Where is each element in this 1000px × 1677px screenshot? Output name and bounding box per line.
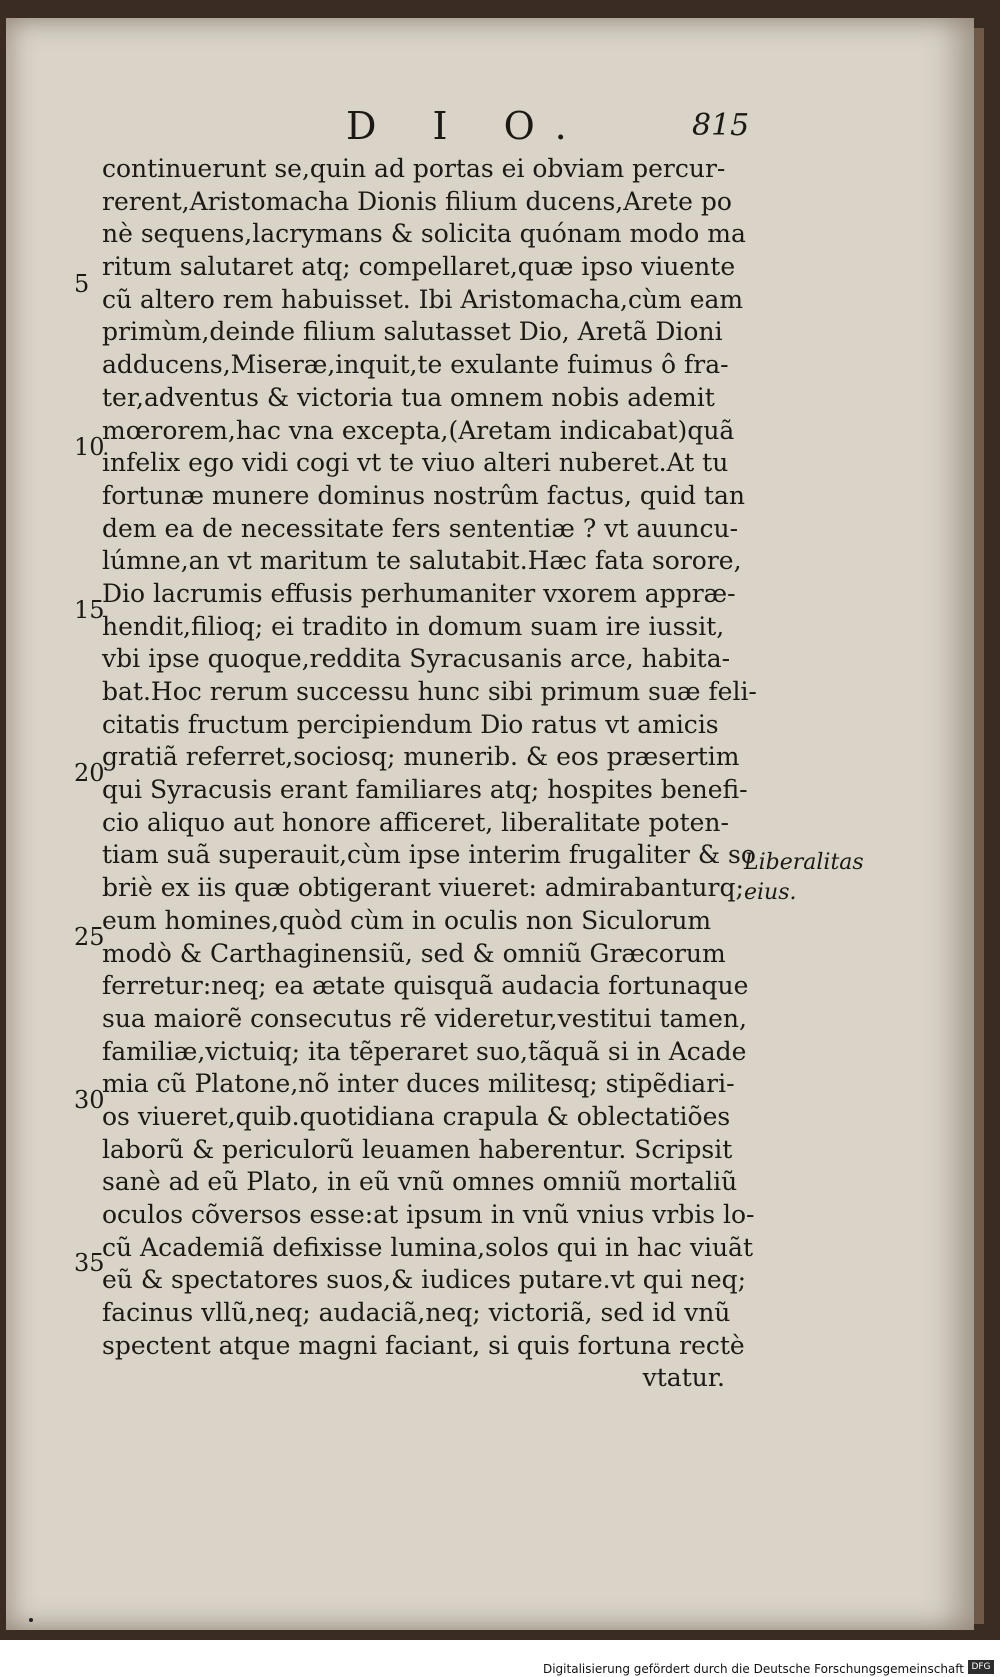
footer	[0, 1640, 1000, 1677]
text-line: hendit,filioq; ei tradito in domum suam ire iussit,	[102, 611, 725, 641]
text-line: lúmne,an vt maritum te salutabit.Hæc fata sorore,	[102, 546, 742, 576]
text-line: briè ex iis quæ obtigerant viueret: admirabanturq;	[102, 873, 744, 903]
text-line: fortunæ munere dominus nostrûm factus, quid tan	[102, 480, 745, 510]
line-number: 10	[74, 433, 105, 461]
text-line: mœrorem,hac vna excepta,(Aretam indicabat)quã	[102, 415, 735, 445]
line-number: 5	[74, 270, 90, 298]
text-line: modò & Carthaginensiũ, sed & omniũ Græcorum	[102, 938, 726, 968]
text-line: eũ & spectatores suos,& iudices putare.vt qui neq;	[102, 1265, 747, 1295]
line-number: 30	[74, 1086, 105, 1114]
line-number: 15	[74, 596, 105, 624]
text-line: vbi ipse quoque,reddita Syracusanis arce, habita-	[102, 644, 731, 674]
text-line: facinus vllũ,neq; audaciã,neq; victoriã, sed id vnũ	[102, 1298, 731, 1328]
text-line: eum homines,quòd cùm in oculis non Siculorum	[102, 905, 712, 935]
margin-note-line: eius.	[744, 880, 797, 905]
text-line: ritum salutaret atq; compellaret,quæ ipso viuente	[102, 252, 736, 282]
text-line: infelix ego vidi cogi vt te viuo alteri nuberet.At tu	[102, 448, 729, 478]
text-line: tiam suã superauit,cùm ipse interim frugaliter & so	[102, 840, 756, 870]
line-number: 25	[74, 923, 105, 951]
catchword-line: vtatur.	[642, 1363, 725, 1393]
ink-speck	[29, 1618, 33, 1622]
text-line: primùm,deinde filium salutasset Dio, Aretã Dioni	[102, 317, 723, 347]
line-number: 20	[74, 759, 105, 787]
body-text	[102, 153, 757, 1395]
running-head: D I O.	[346, 104, 589, 148]
dfg-logo: DFG	[968, 1660, 994, 1674]
text-line: cio aliquo aut honore afficeret, liberalitate poten-	[102, 807, 729, 837]
text-line: rerent,Aristomacha Dionis filium ducens,Arete po	[102, 186, 732, 216]
book-page	[6, 18, 974, 1630]
text-line: bat.Hoc rerum successu hunc sibi primum suæ feli-	[102, 677, 757, 706]
line-number: 35	[74, 1249, 105, 1277]
text-line: ter,adventus & victoria tua omnem nobis ademit	[102, 382, 715, 412]
text-line: citatis fructum percipiendum Dio ratus vt amicis	[102, 709, 719, 739]
margin-note-line: Liberalitas	[744, 850, 864, 875]
text-line: familiæ,victuiq; ita tẽperaret suo,tãquã si in Acade	[102, 1036, 747, 1066]
text-line: adducens,Miseræ,inquit,te exulante fuimus ô fra-	[102, 350, 729, 380]
page-header	[6, 96, 974, 146]
text-line: laborũ & periculorũ leuamen haberentur. Scripsit	[102, 1134, 733, 1164]
text-line: sanè ad eũ Plato, in eũ vnũ omnes omniũ mortaliũ	[102, 1167, 738, 1197]
text-line: mia cũ Platone,nõ inter duces militesq; stipẽdiari-	[102, 1069, 735, 1099]
text-line: cũ Academiã defixisse lumina,solos qui in hac viuãt	[102, 1232, 754, 1262]
text-line: dem ea de necessitate fers sententiæ ? vt auuncu-	[102, 513, 739, 543]
text-line: Dio lacrumis effusis perhumaniter vxorem appræ-	[102, 578, 736, 608]
text-line: nè sequens,lacrymans & solicita quónam modo ma	[102, 219, 746, 249]
text-line: spectent atque magni faciant, si quis fortuna rectè	[102, 1330, 745, 1360]
text-line: qui Syracusis erant familiares atq; hospites benefi-	[102, 775, 748, 805]
text-line: cũ altero rem habuisset. Ibi Aristomacha,cùm eam	[102, 284, 744, 314]
text-line: gratiã referret,sociosq; munerib. & eos præsertim	[102, 742, 740, 772]
page-edge	[974, 28, 984, 1624]
text-line: ferretur:neq; ea ætate quisquã audacia fortunaque	[102, 971, 749, 1001]
text-line: oculos cõversos esse:at ipsum in vnũ vnius vrbis lo-	[102, 1200, 755, 1229]
funding-credit: Digitalisierung gefördert durch die Deutsche Forschungsgemeinschaft	[542, 1662, 964, 1676]
page-number: 815	[692, 108, 750, 143]
text-line: sua maiorẽ consecutus rẽ videretur,vestitui tamen,	[102, 1003, 747, 1033]
text-line: os viueret,quib.quotidiana crapula & oblectatiões	[102, 1101, 731, 1131]
margin-note	[744, 848, 864, 908]
text-line: continuerunt se,quin ad portas ei obviam percur-	[102, 154, 726, 183]
